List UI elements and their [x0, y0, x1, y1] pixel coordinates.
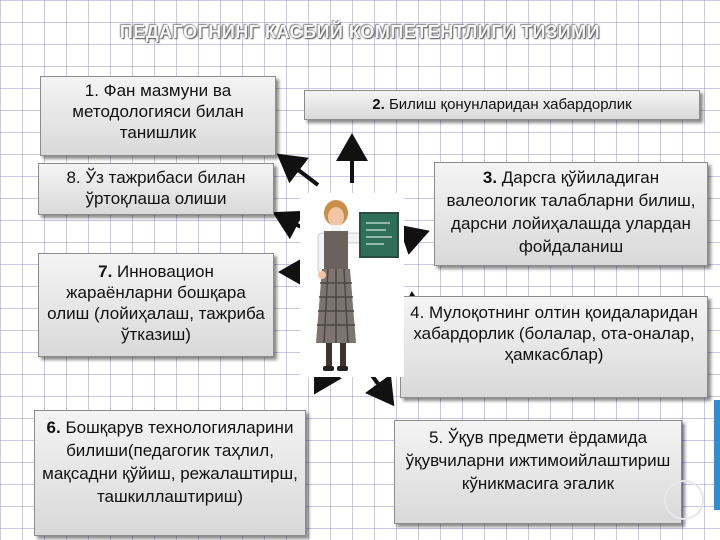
box-2-number: 2.: [372, 96, 385, 113]
box-6: [34, 410, 306, 536]
arrow-to-box-1: [280, 156, 318, 185]
diagram-title: ПЕДАГОГНИНГ КАСБИЙ КОМПЕТЕНТЛИГИ ТИЗИМИ: [119, 22, 601, 42]
box-5-text: 5. Ўқув предмети ёрдамида ўқувчиларни ижтимоийлаштириш кўникмасига эгалик: [405, 428, 671, 493]
page-circle-icon: [664, 480, 704, 520]
box-7: [38, 253, 274, 357]
box-4-text: 4. Мулоқотнинг олтин қоидаларидан хабардорлик (болалар, ота-оналар, ҳамкасблар): [410, 303, 698, 364]
box-7-number: 7.: [98, 262, 113, 281]
box-8-text: 8. Ўз тажрибаси билан ўртоқлаша олиши: [66, 168, 246, 208]
box-3-number: 3.: [482, 168, 498, 187]
box-2-text: Билиш қонунларидан хабардорлик: [384, 96, 632, 113]
box-6-number: 6.: [46, 418, 61, 437]
accent-bar: [714, 400, 720, 510]
arrow-to-box-8: [276, 214, 303, 228]
teacher-illustration: [300, 193, 404, 377]
box-4: [400, 296, 708, 398]
box-5: [394, 420, 682, 524]
box-3-text: Дарсга қўйиладиган валеологик талабларни билиш, дарсни лойиҳалашда улардан фойдаланиш: [446, 168, 696, 256]
box-6-text: Бошқарув технологияларини билиши(педагогик таҳлил, мақсадни қўйиш, режалаштирш, ташкиллаштириш): [42, 418, 298, 506]
box-3: [434, 162, 708, 266]
box-8: [38, 163, 274, 215]
box-7-text: Инновацион жараёнларни бошқара олиш (лойиҳалаш, тажриба ўтказиш): [47, 262, 265, 344]
box-2: [304, 90, 700, 120]
box-1-text: 1. Фан мазмуни ва методологияси билан танишлик: [72, 81, 244, 142]
box-1: [40, 76, 276, 156]
